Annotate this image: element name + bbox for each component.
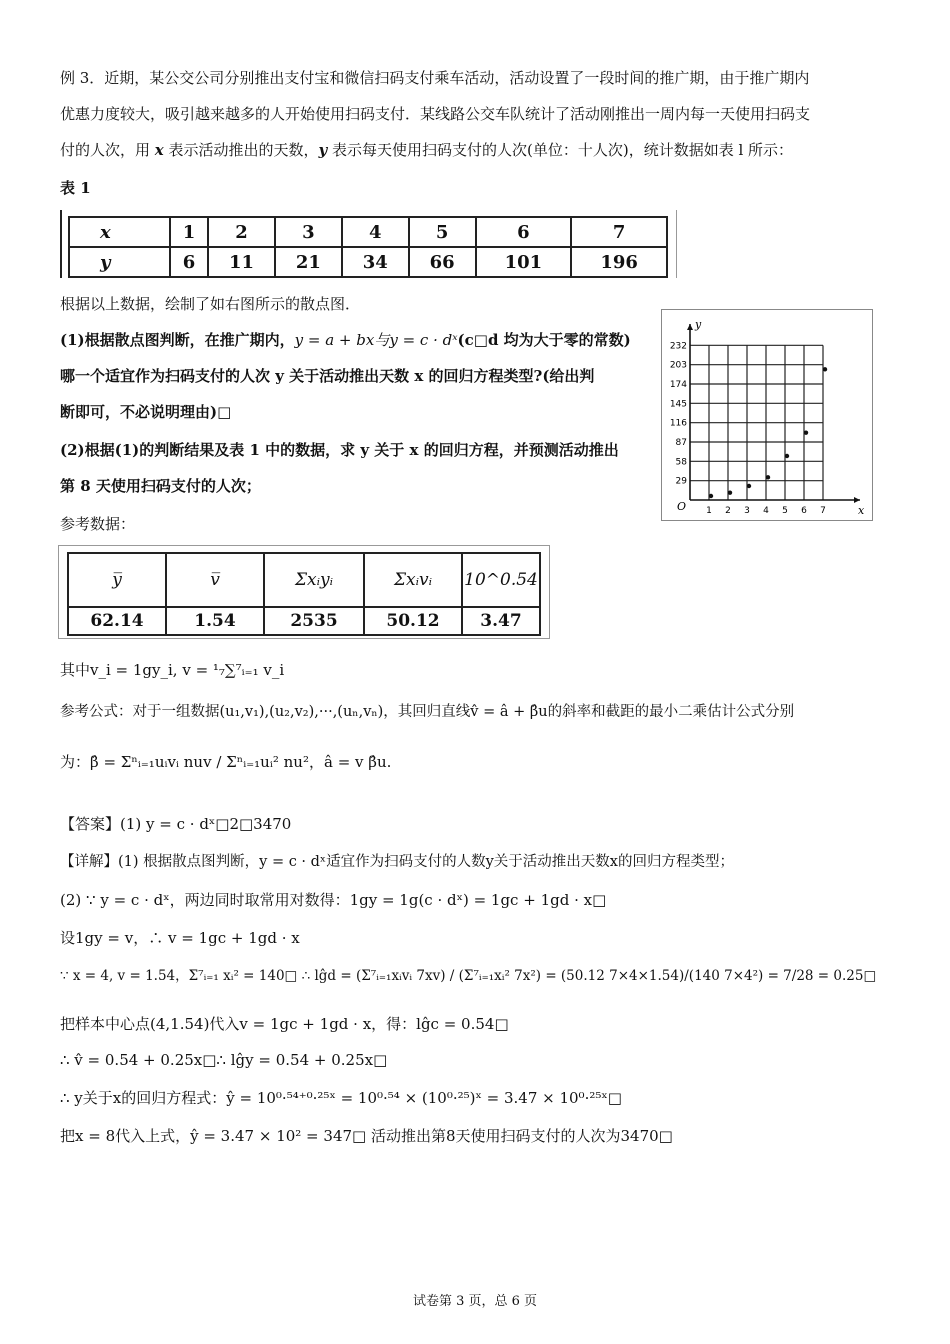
x-axis-arrow xyxy=(854,497,860,503)
table-caption: 表 1 xyxy=(60,179,91,197)
table1-x-label: x xyxy=(69,217,170,247)
answer-text: (1) y = c · dˣ□2□3470 xyxy=(120,815,292,833)
problem-line-3a: 付的人次，用 xyxy=(60,141,155,159)
table1-cell: 66 xyxy=(409,247,476,277)
problem-line-3 xyxy=(60,140,793,160)
detail-line-2: (2) ∵ y = c · dˣ，两边同时取常用对数得：1gy = 1g(c · dˣ) = 1gc + 1gd · x□ xyxy=(60,891,607,909)
detail-line-1: 【详解】(1) 根据散点图判断，y = c · dˣ适宜作为扫码支付的人数y关于活动推出天数x的回归方程类型； xyxy=(60,854,734,870)
detail-line-7: ∴ y关于x的回归方程式：ŷ = 10⁰·⁵⁴⁺⁰·²⁵ˣ = 10⁰·⁵⁴ × (10⁰·²⁵)ˣ = 3.47 × 10⁰·²⁵ˣ□ xyxy=(60,1089,622,1107)
reference-data-label: 参考数据： xyxy=(60,515,136,533)
problem-line-2: 优惠力度较大，吸引越来越多的人开始使用扫码支付．某线路公交车队统计了活动刚推出一周内每一天使用扫码支 xyxy=(60,105,811,123)
table2-header-sum-xv: Σxᵢvᵢ xyxy=(364,553,462,607)
table1-cell: 101 xyxy=(476,247,572,277)
question-2-line-1: (2)根据(1)的判断结果及表 1 中的数据，求 y 关于 x 的回归方程，并预测活动推出 xyxy=(60,441,619,459)
table1-cell: 1 xyxy=(170,217,208,247)
reference-data-table xyxy=(58,545,550,639)
problem-line-3c: 表示每天使用扫码支付的人次(单位：十人次)，统计数据如表 l 所示： xyxy=(327,141,794,159)
data-point xyxy=(766,475,770,479)
where-line: 其中v_i = 1gy_i, v = ¹₇∑⁷ᵢ₌₁ v_i xyxy=(60,661,285,679)
table1-cell: 5 xyxy=(409,217,476,247)
x-tick-label: 4 xyxy=(763,506,769,516)
origin-label: O xyxy=(677,500,687,513)
scatter-plot-svg xyxy=(662,310,872,520)
question-1-line-1 xyxy=(60,330,631,350)
table2-header-ybar: y̅ xyxy=(68,553,166,607)
table1-cell: 196 xyxy=(571,247,667,277)
x-tick-label: 7 xyxy=(820,506,826,516)
table2-header-sum-xy: Σxᵢyᵢ xyxy=(264,553,364,607)
table1-cell: 21 xyxy=(275,247,342,277)
detail-line-8: 把x = 8代入上式，ŷ = 3.47 × 10² = 347□ 活动推出第8天使用扫码支付的人次为3470□ xyxy=(60,1127,673,1145)
q1-math: y = a + bx与y = c · dˣ xyxy=(294,331,458,349)
formula-line-1: 参考公式：对于一组数据(u₁,v₁),(u₂,v₂),···,(uₙ,vₙ)，其回归直线v̂ = â + β̂u的斜率和截距的最小二乘估计公式分别 xyxy=(60,704,795,720)
question-2-line-2: 第 8 天使用扫码支付的人次； xyxy=(60,477,261,495)
table2-header-row xyxy=(68,553,540,607)
table1-cell: 4 xyxy=(342,217,409,247)
table2-cell: 2535 xyxy=(264,607,364,635)
table1-cell: 3 xyxy=(275,217,342,247)
question-1-line-3: 断即可，不必说明理由)□ xyxy=(60,403,232,421)
q1-text-a: (1)根据散点图判断，在推广期内， xyxy=(60,331,295,349)
question-1-line-2: 哪一个适宜作为扫码支付的人次 y 关于活动推出天数 x 的回归方程类型?(给出判 xyxy=(60,367,595,385)
y-tick-label: 203 xyxy=(669,360,687,371)
detail-line-6: ∴ v̂ = 0.54 + 0.25x□∴ lĝy = 0.54 + 0.25x□ xyxy=(60,1051,388,1069)
var-y: y xyxy=(318,141,328,159)
x-tick-label: 1 xyxy=(706,506,712,516)
table2-cell: 62.14 xyxy=(68,607,166,635)
x-tick-label: 2 xyxy=(725,506,731,516)
var-x: x xyxy=(154,141,164,159)
detail-line-3: 设1gy = v，∴ v = 1gc + 1gd · x xyxy=(60,929,300,947)
table1-cell: 6 xyxy=(476,217,572,247)
table2-cell: 50.12 xyxy=(364,607,462,635)
data-table-1 xyxy=(60,210,677,278)
table2-value-row xyxy=(68,607,540,635)
y-tick-label: 145 xyxy=(669,399,687,410)
detail-line-4: ∵ x = 4, v = 1.54，Σ⁷ᵢ₌₁ xᵢ² = 140□ ∴ lĝd = (Σ⁷ᵢ₌₁xᵢvᵢ 7xv) / (Σ⁷ᵢ₌₁xᵢ² 7x²) = (50.12 7×4×1.54)/(140 7×4²) = 7/28 = 0.25□ xyxy=(60,968,877,984)
after-table-text: 根据以上数据，绘制了如右图所示的散点图． xyxy=(60,295,361,313)
x-tick-label: 6 xyxy=(801,506,807,516)
y-tick-label: 174 xyxy=(669,380,687,390)
table1-cell: 11 xyxy=(208,247,275,277)
y-axis-label: y xyxy=(695,318,702,331)
y-tick-label: 232 xyxy=(669,341,687,352)
y-axis-arrow xyxy=(687,324,693,330)
data-point xyxy=(823,367,827,371)
table1-row-x xyxy=(69,217,667,247)
detail-line-5: 把样本中心点(4,1.54)代入v = 1gc + 1gd · x，得：lĝc = 0.54□ xyxy=(60,1015,509,1033)
y-tick-label: 87 xyxy=(675,438,687,448)
data-point xyxy=(728,490,732,494)
data-point xyxy=(804,430,808,434)
page-footer: 试卷第 3 页，总 6 页 xyxy=(412,1294,538,1309)
data-point xyxy=(709,494,713,498)
table1-cell: 34 xyxy=(342,247,409,277)
table2-header-pow: 10^0.54 xyxy=(462,553,540,607)
answer-line xyxy=(60,814,291,834)
table2-cell: 1.54 xyxy=(166,607,264,635)
problem-line-1: 例 3．近期，某公交公司分别推出支付宝和微信扫码支付乘车活动，活动设置了一段时间的推广期，由于推广期内 xyxy=(60,69,810,87)
table1-cell: 2 xyxy=(208,217,275,247)
table1-cell: 7 xyxy=(571,217,667,247)
table1-y-label: y xyxy=(69,247,170,277)
formula-line-2: 为：β̂ = Σⁿᵢ₌₁uᵢvᵢ nuv / Σⁿᵢ₌₁uᵢ² nu²，â = v β̂u. xyxy=(60,753,392,771)
data-point xyxy=(747,484,751,488)
data-point xyxy=(785,454,789,458)
y-tick-label: 29 xyxy=(675,476,687,487)
x-axis-label: x xyxy=(858,504,865,517)
scatter-plot xyxy=(661,309,873,521)
table2-header-vbar: v̅ xyxy=(166,553,264,607)
q1-text-b: (c□d 均为大于零的常数) xyxy=(457,331,631,349)
y-tick-label: 58 xyxy=(675,457,687,468)
table1-row-y xyxy=(69,247,667,277)
answer-label: 【答案】 xyxy=(60,815,121,833)
problem-line-3b: 表示活动推出的天数， xyxy=(163,141,319,159)
x-tick-label: 3 xyxy=(744,506,750,516)
table1-cell: 6 xyxy=(170,247,208,277)
y-tick-label: 116 xyxy=(669,418,687,429)
x-tick-label: 5 xyxy=(782,506,788,516)
table2-cell: 3.47 xyxy=(462,607,540,635)
